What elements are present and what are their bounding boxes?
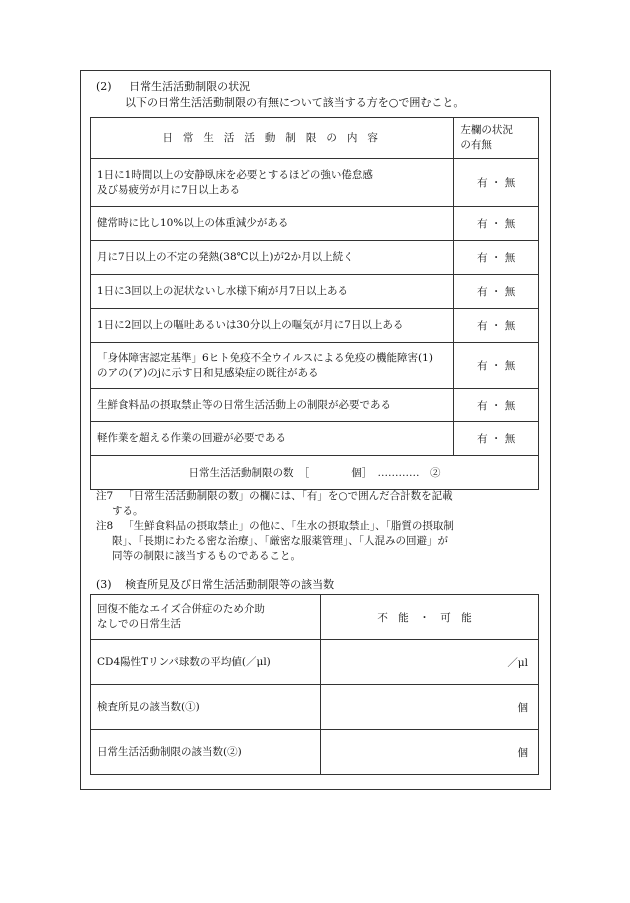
table-row bbox=[91, 389, 539, 422]
note-label: 注7 bbox=[96, 490, 114, 502]
row-content-line2: のアの(ア)のjに示す日和見感染症の既往がある bbox=[97, 366, 319, 379]
header-status-line1: 左欄の状況 bbox=[460, 124, 513, 136]
table-row bbox=[91, 595, 539, 640]
note-text-line1: 「生鮮食料品の摂取禁止」の他に、「生水の摂取禁止」、「脂質の摂取制 bbox=[123, 520, 454, 532]
table-row bbox=[91, 422, 539, 456]
header-status bbox=[454, 118, 539, 159]
row-content: 軽作業を超える作業の回避が必要である bbox=[91, 422, 454, 456]
daily-life-ability-choice[interactable]: 不 能 ・ 可 能 bbox=[321, 595, 539, 640]
table-row bbox=[91, 685, 539, 730]
row-label-line2: なしでの日常生活 bbox=[97, 618, 181, 630]
row-content-line1: 「身体障害認定基準」6ヒト免疫不全ウイルスによる免疫の機能障害(1) bbox=[97, 351, 433, 364]
row-content bbox=[91, 343, 454, 389]
note-label: 注8 bbox=[96, 520, 114, 532]
row-content bbox=[91, 159, 454, 207]
table-row bbox=[91, 241, 539, 275]
row-label: 検査所見の該当数(①) bbox=[91, 685, 321, 730]
row-content-line1: 1日に1時間以上の安静臥床を必要とするほどの強い倦怠感 bbox=[97, 168, 373, 181]
daily-activity-restriction-table bbox=[90, 117, 539, 490]
row-status-choice[interactable]: 有 ・ 無 bbox=[454, 422, 539, 456]
note-text-line1: 「日常生活活動制限の数」の欄には、「有」を○で囲んだ合計数を記載 bbox=[123, 490, 453, 502]
note-text-line2: 限」、「長期にわたる密な治療」、「厳密な服薬管理」、「人混みの回避」が bbox=[112, 535, 448, 547]
section2-instruction: 以下の日常生活活動制限の有無について該当する方を○で囲むこと。 bbox=[125, 96, 465, 109]
row-content: 月に7日以上の不定の発熱(38℃以上)が2か月以上続く bbox=[91, 241, 454, 275]
count-row bbox=[91, 456, 539, 490]
note-8 bbox=[96, 519, 454, 564]
restriction-count: 日常生活活動制限の数 ［ 個］ ………… ② bbox=[91, 456, 539, 490]
table-header-row bbox=[91, 118, 539, 159]
row-label: CD4陽性Tリンパ球数の平均値(／μl) bbox=[91, 640, 321, 685]
header-content: 日常生活活動制限の内容 bbox=[91, 118, 454, 159]
header-status-line2: の有無 bbox=[460, 139, 492, 151]
row-status-choice[interactable]: 有 ・ 無 bbox=[454, 207, 539, 241]
section3-title: 検査所見及び日常生活活動制限等の該当数 bbox=[125, 578, 335, 591]
note-7 bbox=[96, 489, 453, 519]
row-content: 1日に2回以上の嘔吐あるいは30分以上の嘔気が月に7日以上ある bbox=[91, 309, 454, 343]
row-status-choice[interactable]: 有 ・ 無 bbox=[454, 241, 539, 275]
row-content-line2: 及び易疲労が月に7日以上ある bbox=[97, 183, 241, 196]
section2-number: (2) bbox=[96, 80, 112, 93]
row-status-choice[interactable]: 有 ・ 無 bbox=[454, 275, 539, 309]
table-row bbox=[91, 275, 539, 309]
note-text-line2: する。 bbox=[112, 505, 144, 517]
findings-count-field[interactable]: 個 bbox=[321, 685, 539, 730]
table-row bbox=[91, 640, 539, 685]
table-row bbox=[91, 343, 539, 389]
row-status-choice[interactable]: 有 ・ 無 bbox=[454, 343, 539, 389]
row-label: 日常生活活動制限の該当数(②) bbox=[91, 730, 321, 775]
section3-heading bbox=[96, 578, 334, 592]
table-row bbox=[91, 159, 539, 207]
note-text-line3: 同等の制限に該当するものであること。 bbox=[112, 550, 301, 562]
row-content: 健常時に比し10%以上の体重減少がある bbox=[91, 207, 454, 241]
section3-number: (3) bbox=[96, 578, 112, 591]
table-row bbox=[91, 309, 539, 343]
row-label-line1: 回復不能なエイズ合併症のため介助 bbox=[97, 603, 265, 615]
row-status-choice[interactable]: 有 ・ 無 bbox=[454, 309, 539, 343]
row-status-choice[interactable]: 有 ・ 無 bbox=[454, 389, 539, 422]
row-content: 生鮮食料品の摂取禁止等の日常生活活動上の制限が必要である bbox=[91, 389, 454, 422]
section2-title: 日常生活活動制限の状況 bbox=[129, 80, 251, 93]
table-row bbox=[91, 207, 539, 241]
row-status-choice[interactable]: 有 ・ 無 bbox=[454, 159, 539, 207]
table-row bbox=[91, 730, 539, 775]
restriction-count-field[interactable]: 個 bbox=[321, 730, 539, 775]
section2-heading bbox=[96, 80, 250, 94]
row-content: 1日に3回以上の泥状ないし水様下痢が月7日以上ある bbox=[91, 275, 454, 309]
cd4-value-field[interactable]: ／μl bbox=[321, 640, 539, 685]
row-label bbox=[91, 595, 321, 640]
findings-count-table bbox=[90, 594, 539, 775]
